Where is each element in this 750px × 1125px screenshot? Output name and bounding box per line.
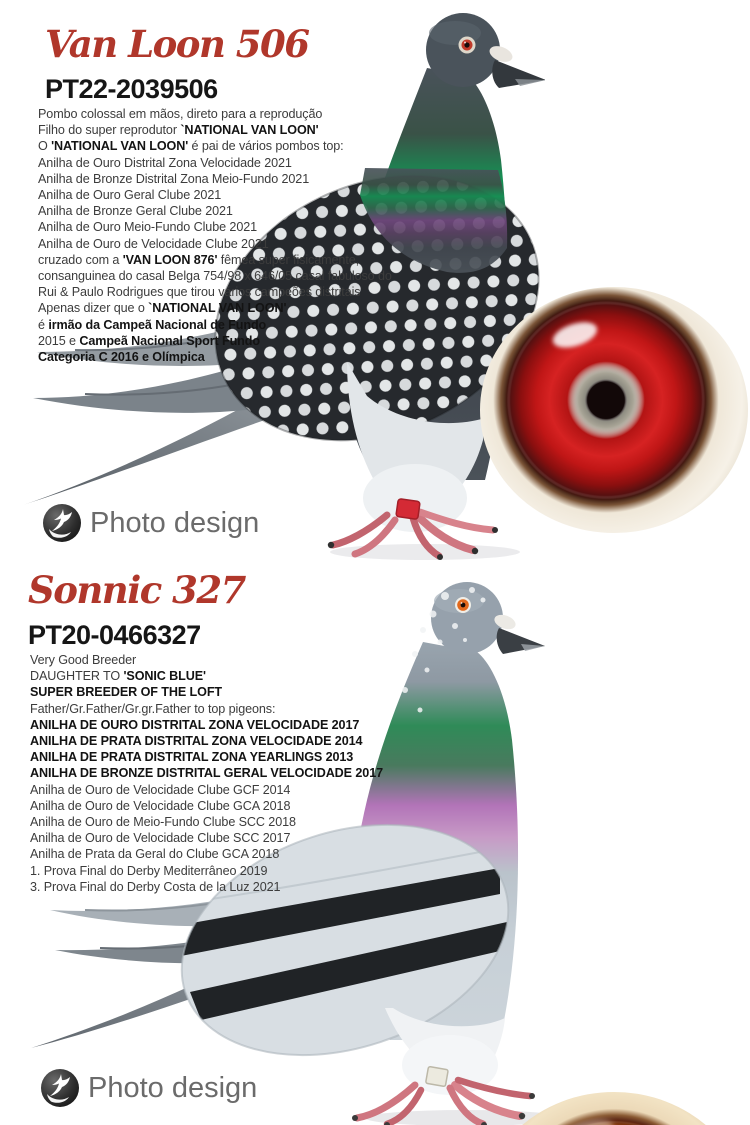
ring-number-2: PT20-0466327 [28,620,201,650]
text-line: ANILHA DE OURO DISTRITAL ZONA VELOCIDADE 2017 [30,717,360,732]
text-line: cruzado com a 'VAN LOON 876' fêmea super fisicamente, [38,252,360,267]
logo-text-1: Photo design [90,506,260,539]
pigeon1-head [426,13,545,88]
pedigree-text-1 [38,106,468,365]
ring-number-1: PT22-2039506 [45,74,218,104]
text-line: Filho do super reprodutor `NATIONAL VAN LOON' [38,123,319,138]
pedigree-text-2 [30,652,470,895]
photo-design-logo-2 [40,1068,257,1108]
text-line: Anilha de Bronze Distrital Zona Meio-Fundo 2021 [38,171,310,186]
dove-logo-icon [42,503,82,543]
photo-design-logo-1 [42,503,259,543]
text-line: Anilha de Ouro de Velocidade Clube SCC 2017 [30,831,291,846]
text-line: SUPER BREEDER OF THE LOFT [30,685,223,700]
text-line: ANILHA DE PRATA DISTRITAL ZONA YEARLINGS 2013 [30,750,354,765]
text-line: Father/Gr.Father/Gr.gr.Father to top pigeons: [30,701,276,716]
text-line: Very Good Breeder [30,653,137,667]
text-line: consanguinea do casal Belga 754/98 x 646/05 casal fabuloso do [38,269,392,284]
text-line: Anilha de Ouro Meio-Fundo Clube 2021 [38,220,258,235]
text-line: Anilha de Ouro de Velocidade Clube GCA 2018 [30,798,291,813]
text-line: Anilha de Bronze Geral Clube 2021 [38,204,233,219]
text-line: Anilha de Ouro de Velocidade Clube GCF 2014 [30,782,291,797]
pigeon2-leg-ring [426,1066,449,1086]
text-line: Anilha de Prata da Geral do Clube GCA 2018 [30,847,280,862]
text-line: O 'NATIONAL VAN LOON' é pai de vários pombos top: [38,139,344,154]
pigeon-title-2: Sonnic 327 [28,568,245,612]
text-line: Anilha de Ouro de Meio-Fundo Clube SCC 2018 [30,815,296,830]
text-line: ANILHA DE PRATA DISTRITAL ZONA VELOCIDADE 2014 [30,734,363,749]
eye-photo-van-loon-506 [480,287,748,533]
text-line: é irmão da Campeã Nacional de Fundo [38,317,267,332]
text-line: 3. Prova Final do Derby Costa de la Luz 2021 [30,879,281,894]
text-line: DAUGHTER TO 'SONIC BLUE' [30,669,206,684]
text-line: 1. Prova Final do Derby Mediterrâneo 2019 [30,863,268,878]
pigeon1-leg-ring [396,499,420,520]
pigeon-title-1: Van Loon 506 [45,22,309,66]
text-line: Pombo colossal em mãos, direto para a reprodução [38,107,323,121]
text-line: Anilha de Ouro Distrital Zona Velocidade 2021 [38,155,292,170]
dove-logo-icon [40,1068,80,1108]
text-line: Anilha de Ouro de Velocidade Clube 2021 [38,236,269,251]
text-line: Categoria C 2016 e Olímpica [38,350,205,365]
logo-text-2: Photo design [88,1071,258,1104]
text-line: Anilha de Ouro Geral Clube 2021 [38,188,222,203]
text-line: Apenas dizer que o `NATIONAL VAN LOON' [38,301,287,316]
pigeon2-beak [497,628,545,654]
text-line: ANILHA DE BRONZE DISTRITAL GERAL VELOCIDADE 2017 [30,766,383,781]
text-line: 2015 e Campeã Nacional Sport Fundo [38,333,260,348]
text-line: Rui & Paulo Rodrigues que tirou vários campeões distritais [38,285,361,300]
